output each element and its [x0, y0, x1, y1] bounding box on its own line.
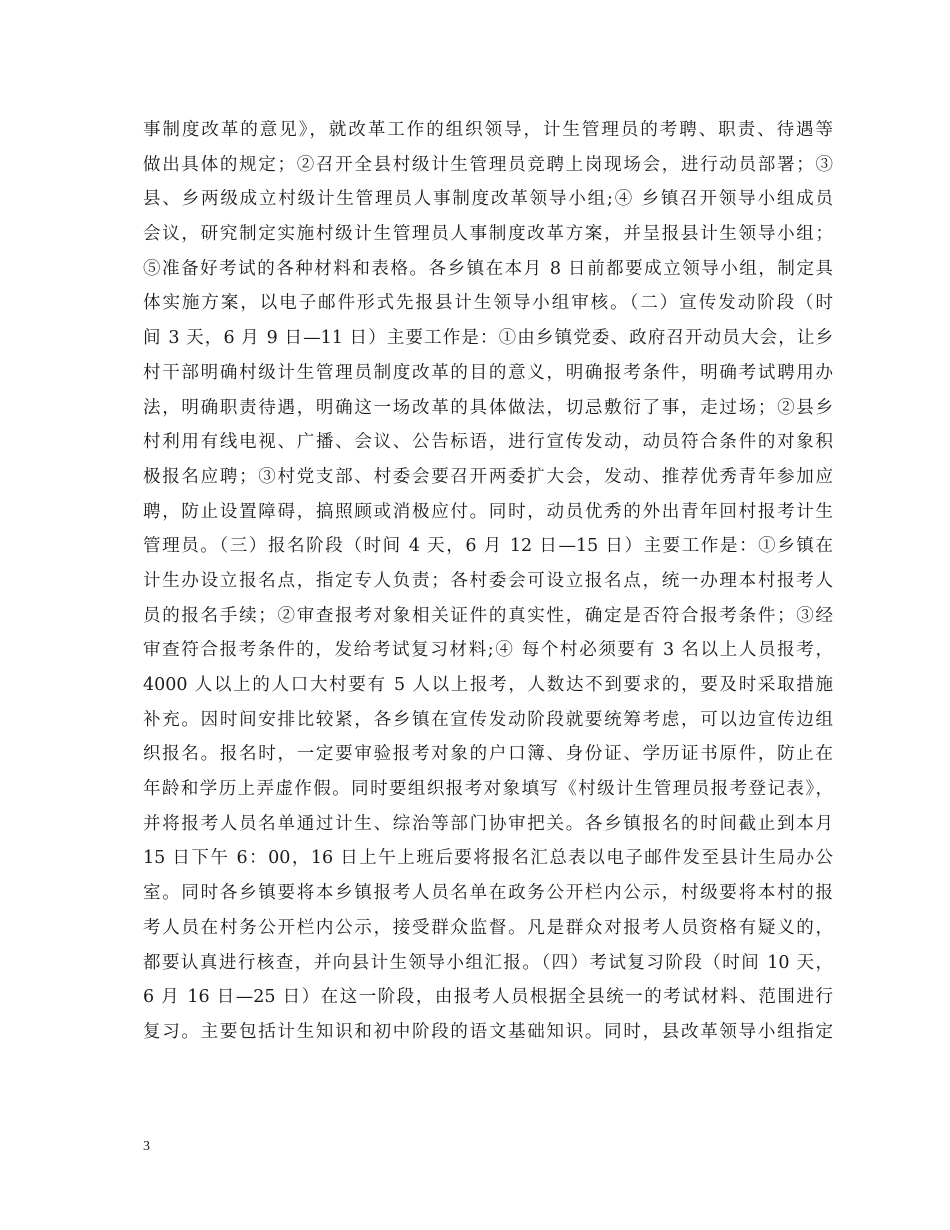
text-line: ⑤准备好考试的各种材料和表格。各乡镇在本月 8 日前都要成立领导小组，制定具: [143, 258, 833, 279]
text-line: 复习。主要包括计生知识和初中阶段的语文基础知识。同时，县改革领导小组指定: [143, 1021, 833, 1042]
text-line: 聘，防止设置障碍，搞照顾或消极应付。同时，动员优秀的外出青年回村报考计生: [143, 501, 833, 522]
text-line: 县、乡两级成立村级计生管理员人事制度改革领导小组;④ 乡镇召开领导小组成员: [143, 189, 833, 210]
text-line: 极报名应聘；③村党支部、村委会要召开两委扩大会，发动、推荐优秀青年参加应: [143, 466, 833, 487]
text-line: 间 3 天，6 月 9 日—11 日）主要工作是：①由乡镇党委、政府召开动员大会，让乡: [143, 328, 833, 349]
text-line: 织报名。报名时，一定要审验报考对象的户口簿、身份证、学历证书原件，防止在: [143, 744, 833, 765]
text-line: 事制度改革的意见》，就改革工作的组织领导，计生管理员的考聘、职责、待遇等: [143, 120, 833, 140]
page-number: 3: [143, 1139, 150, 1154]
text-line: 做出具体的规定；②召开全县村级计生管理员竞聘上岗现场会，进行动员部署；③: [143, 154, 833, 175]
text-line: 审查符合报考条件的，发给考试复习材料;④ 每个村必须要有 3 名以上人员报考，: [143, 640, 833, 661]
text-line: 考人员在村务公开栏内公示，接受群众监督。凡是群众对报考人员资格有疑义的，: [143, 917, 833, 938]
text-line: 都要认真进行核查，并向县计生领导小组汇报。（四）考试复习阶段（时间 10 天，: [143, 952, 833, 973]
text-line: 4000 人以上的人口大村要有 5 人以上报考，人数达不到要求的，要及时采取措施: [143, 675, 833, 695]
text-line: 并将报考人员名单通过计生、综治等部门协审把关。各乡镇报名的时间截止到本月: [143, 813, 833, 834]
text-line: 村利用有线电视、广播、会议、公告标语，进行宣传发动，动员符合条件的对象积: [143, 432, 833, 453]
text-line: 体实施方案，以电子邮件形式先报县计生领导小组审核。（二）宣传发动阶段（时: [143, 293, 833, 314]
text-line: 年龄和学历上弄虚作假。同时要组织报考对象填写《村级计生管理员报考登记表》，: [143, 779, 833, 800]
text-line: 计生办设立报名点，指定专人负责；各村委会可设立报名点，统一办理本村报考人: [143, 570, 833, 591]
text-line: 管理员。（三）报名阶段（时间 4 天，6 月 12 日—15 日）主要工作是：①乡镇在: [143, 536, 833, 557]
text-line: 室。同时各乡镇要将本乡镇报考人员名单在政务公开栏内公示，村级要将本村的报: [143, 883, 833, 904]
body-text: [143, 113, 833, 1050]
text-line: 会议，研究制定实施村级计生管理员人事制度改革方案，并呈报县计生领导小组；: [143, 224, 833, 245]
text-line: 6 月 16 日—25 日）在这一阶段，由报考人员根据全县统一的考试材料、范围进行: [143, 987, 833, 1008]
text-line: 村干部明确村级计生管理员制度改革的目的意义，明确报考条件，明确考试聘用办: [143, 362, 833, 383]
text-line: 法，明确职责待遇，明确这一场改革的具体做法，切忌敷衍了事，走过场；②县乡: [143, 397, 833, 418]
text-line: 员的报名手续；②审查报考对象相关证件的真实性，确定是否符合报考条件；③经: [143, 605, 833, 626]
text-line: 补充。因时间安排比较紧，各乡镇在宣传发动阶段就要统筹考虑，可以边宣传边组: [143, 709, 833, 730]
text-line: 15 日下午 6：00，16 日上午上班后要将报名汇总表以电子邮件发至县计生局办公: [143, 848, 833, 869]
